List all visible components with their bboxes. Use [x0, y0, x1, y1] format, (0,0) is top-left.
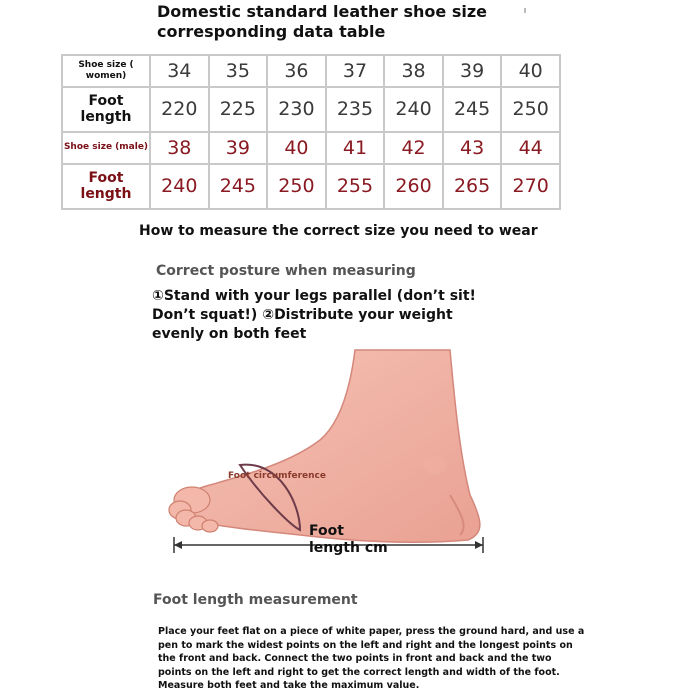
table-cell: 235: [326, 87, 385, 132]
table-cell: 220: [150, 87, 209, 132]
foot-length-instructions: Place your feet flat on a piece of white paper, press the ground hard, and use a pen to mark the widest points on the left and right and the longest points on the front and back. Connect the two points in front and back and the two points on the left and right to get the correct length and width of the foot. Measure both feet and take the maximum value.: [158, 626, 585, 691]
table-cell: 245: [209, 164, 268, 209]
table-cell: 44: [501, 132, 560, 164]
row-label: Foot length: [62, 87, 150, 132]
length-label-line-1: Foot: [309, 523, 344, 539]
table-cell: 240: [384, 87, 443, 132]
posture-instructions: ①Stand with your legs parallel (don’t sit! Don’t squat!) ②Distribute your weight evenly on both feet: [152, 288, 476, 342]
table-cell: 40: [501, 55, 560, 87]
row-label: Foot length: [62, 164, 150, 209]
title-line-1: Domestic standard leather shoe size: [157, 2, 488, 21]
table-cell: 41: [326, 132, 385, 164]
table-cell: 34: [150, 55, 209, 87]
row-label: Shoe size ( women): [62, 55, 150, 87]
length-label: [309, 523, 389, 557]
page-title: [157, 2, 487, 42]
foot-shape: [178, 350, 480, 542]
table-cell: 43: [443, 132, 502, 164]
how-to-heading: How to measure the correct size you need to wear: [139, 223, 538, 239]
table-row: [62, 55, 560, 87]
table-cell: 260: [384, 164, 443, 209]
title-line-2: corresponding data table: [157, 22, 386, 41]
table-cell: 36: [267, 55, 326, 87]
table-cell: 230: [267, 87, 326, 132]
toe-5: [202, 520, 218, 532]
table-row: [62, 164, 560, 209]
table-cell: 240: [150, 164, 209, 209]
table-row: [62, 132, 560, 164]
table-cell: 250: [501, 87, 560, 132]
table-cell: 265: [443, 164, 502, 209]
posture-heading: Correct posture when measuring: [156, 263, 416, 279]
stray-mark: [524, 8, 526, 13]
table-cell: 255: [326, 164, 385, 209]
table-cell: 37: [326, 55, 385, 87]
foot-length-heading: Foot length measurement: [153, 592, 358, 608]
table-cell: 39: [209, 132, 268, 164]
table-cell: 42: [384, 132, 443, 164]
table-cell: 40: [267, 132, 326, 164]
length-label-line-2: length cm: [309, 540, 388, 556]
table-cell: 35: [209, 55, 268, 87]
table-cell: 225: [209, 87, 268, 132]
table-row: [62, 87, 560, 132]
row-label: Shoe size (male): [62, 132, 150, 164]
table-cell: 245: [443, 87, 502, 132]
circumference-label: Foot circumference: [228, 471, 326, 481]
size-table: [61, 54, 561, 210]
table-cell: 39: [443, 55, 502, 87]
table-cell: 250: [267, 164, 326, 209]
table-cell: 38: [384, 55, 443, 87]
table-cell: 270: [501, 164, 560, 209]
table-cell: 38: [150, 132, 209, 164]
